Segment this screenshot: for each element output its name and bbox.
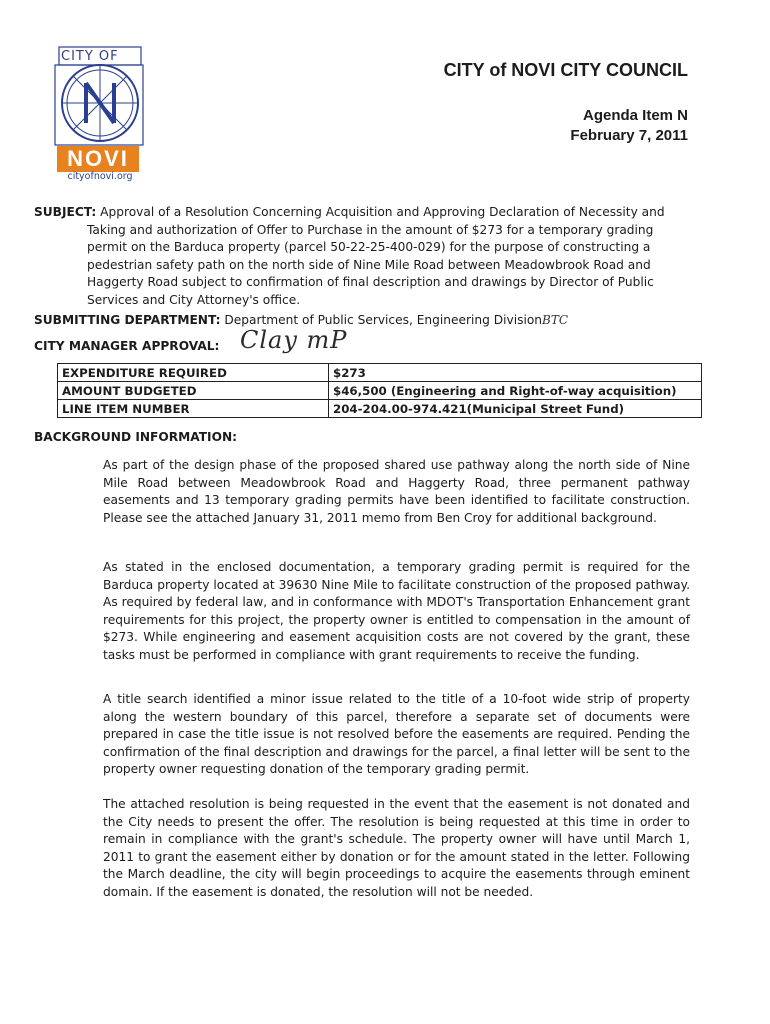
subject-section bbox=[34, 204, 689, 310]
background-paragraph: The attached resolution is being requested in the event that the easement is not donated and the City needs to present the offer. The resolution is being requested at this time in order to remain in compliance with the grant's schedule. The property owner will have until March 1, 2011 to grant the easement either by donation or for the amount stated in the letter. Following the March deadline, the city will begin proceedings to acquire the easements through eminent domain. If the easement is donated, the resolution will not be needed. bbox=[103, 797, 690, 899]
expenditure-table bbox=[57, 363, 702, 418]
subject-text bbox=[34, 204, 689, 310]
agenda-date: February 7, 2011 bbox=[570, 127, 688, 144]
submitting-department bbox=[34, 313, 568, 327]
budget-label-cell: AMOUNT BUDGETED bbox=[58, 382, 329, 400]
table-row bbox=[58, 364, 702, 382]
line-item-label-cell: LINE ITEM NUMBER bbox=[58, 400, 329, 418]
logo-city-of-text: CITY OF bbox=[61, 49, 119, 64]
expenditure-label-cell: EXPENDITURE REQUIRED bbox=[58, 364, 329, 382]
city-manager-signature: Clay mP bbox=[240, 326, 348, 354]
agenda-item: Agenda Item N bbox=[582, 107, 688, 124]
logo-novi-text: NOVI bbox=[57, 146, 139, 172]
background-paragraph: As stated in the enclosed documentation, a temporary grading permit is required for the Barduca property located at 39630 Nine Mile to facilitate construction of the proposed pathway. As required by federal law, and in conformance with MDOT's Transportation Enhancement grant requirements for this project, the property owner is entitled to compensation in the amount of $273. While engineering and easement acquisition costs are not covered by the grant, these tasks must be performed in compliance with grant requirements to receive the funding. bbox=[103, 560, 690, 662]
table-row bbox=[58, 400, 702, 418]
table-row bbox=[58, 382, 702, 400]
submitting-department-label: SUBMITTING DEPARTMENT: bbox=[34, 313, 221, 327]
line-item-value-cell: 204-204.00-974.421(Municipal Street Fund) bbox=[329, 400, 702, 418]
logo-website: cityofnovi.org bbox=[67, 171, 133, 182]
council-title: CITY of NOVI CITY COUNCIL bbox=[443, 60, 688, 80]
subject-body: Approval of a Resolution Concerning Acquisition and Approving Declaration of Necessity and Taking and authorization of Offer to Purchase in the amount of $273 for a temporary grading permit on the Barduca property (parcel 50-22-25-400-029) for the purpose of constructing a pedestrian safety path on the north side of Nine Mile Road between Meadowbrook Road and Haggerty Road subject to confirmation of final description and drawings by Director of Public Services and City Attorney's office. bbox=[87, 205, 665, 307]
city-manager-approval-label: CITY MANAGER APPROVAL: bbox=[34, 339, 220, 353]
agenda-header bbox=[570, 106, 688, 146]
subject-label: SUBJECT: bbox=[34, 205, 97, 219]
background-paragraph: As part of the design phase of the proposed shared use pathway along the north side of Nine Mile Road between Meadowbrook Road and Haggerty Road, three permanent pathway easements and 13 temporary grading permits have been identified to facilitate construction. Please see the attached January 31, 2011 memo from Ben Croy for additional background. bbox=[103, 458, 690, 525]
background-paragraph: A title search identified a minor issue related to the title of a 10-foot wide strip of property along the western boundary of this parcel, therefore a separate set of documents were prepared in case the title issue is not resolved before the easements are required. Pending the confirmation of the final description and drawings for the parcel, a final letter will be sent to the property owner requesting donation of the temporary grading permit. bbox=[103, 692, 690, 777]
submitting-department-value: Department of Public Services, Engineering Division bbox=[224, 313, 543, 327]
budget-value-cell: $46,500 (Engineering and Right-of-way acquisition) bbox=[329, 382, 702, 400]
department-initials: BTC bbox=[542, 313, 569, 327]
background-heading: BACKGROUND INFORMATION: bbox=[34, 430, 238, 444]
expenditure-value-cell: $273 bbox=[329, 364, 702, 382]
